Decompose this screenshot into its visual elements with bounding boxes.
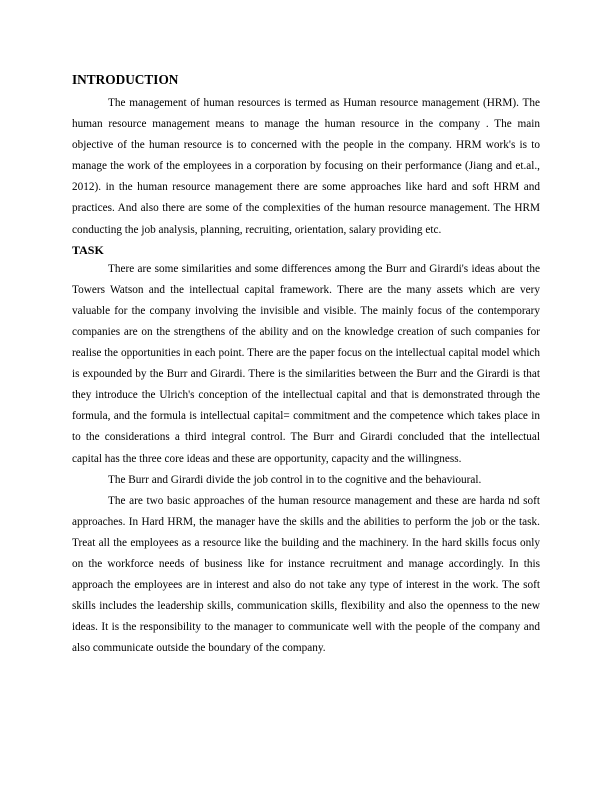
document-page: [72, 70, 540, 659]
task-heading: TASK: [72, 242, 104, 257]
task-paragraph-1: There are some similarities and some differences among the Burr and Girardi's ideas about the Towers Watson and the intellectual capital framework. There are the many assets which are very valuable for the company involving the invisible and visible. The mainly focus of the contemporary companies are on the strengthens of the ability and on the knowledge creation of such companies for realise the opportunities in each point. There are the paper focus on the intellectual capital model which is expounded by the Burr and Girardi. There is the similarities between the Burr and the Girardi is that they introduce the Ulrich's conception of the intellectual capital and that is demonstrated through the formula, and the formula is intellectual capital= commitment and the competence which takes place in to the considerations a third integral control. The Burr and Girardi concluded that the intellectual capital has the three core ideas and these are opportunity, capacity and the willingness.: [72, 262, 540, 465]
introduction-heading: INTRODUCTION: [72, 72, 179, 87]
task-paragraph-3: The are two basic approaches of the human resource management and these are harda nd soft approaches. In Hard HRM, the manager have the skills and the abilities to perform the job or the task. Treat all the employees as a resource like the building and the machinery. In the hard skills focus only on the workforce needs of business like for instance recruitment and manage accordingly. In this approach the employees are in interest and also do not take any type of interest in the work. The soft skills includes the leadership skills, communication skills, flexibility and also the openness to the new ideas. It is the responsibility to the manager to communicate well with the people of the company and also communicate outside the boundary of the company.: [72, 494, 540, 655]
task-paragraph-2: The Burr and Girardi divide the job control in to the cognitive and the behavioural.: [108, 473, 482, 486]
introduction-paragraph: The management of human resources is termed as Human resource management (HRM). The human resource management means to manage the human resource in the company . The main objective of the human resource is to concerned with the people in the company. HRM work's is to manage the work of the employees in a corporation by focusing on their performance (Jiang and et.al., 2012). in the human resource management there are some approaches like hard and soft HRM and practices. And also there are some of the complexities of the human resource management. The HRM conducting the job analysis, planning, recruiting, orientation, salary providing etc.: [72, 97, 540, 236]
